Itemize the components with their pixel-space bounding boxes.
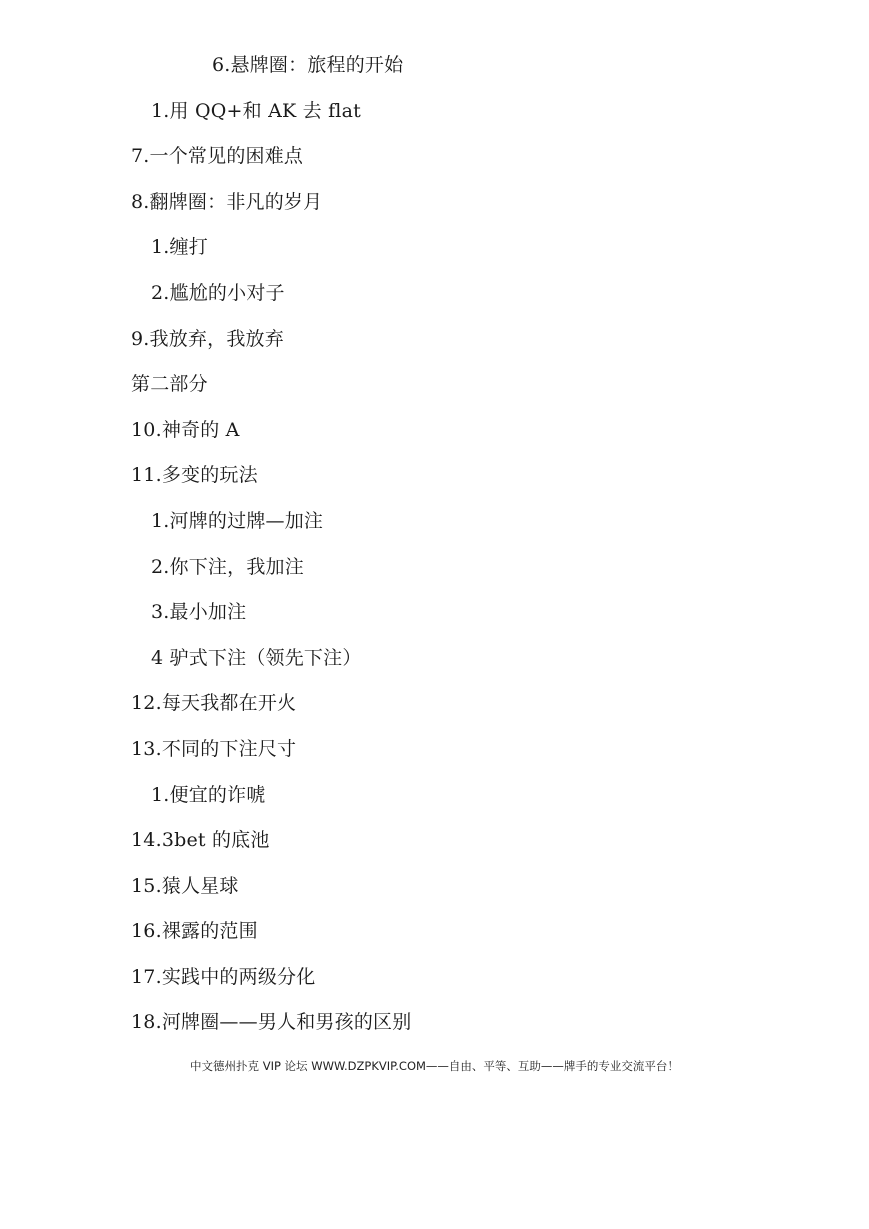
toc-entry: 3.最小加注	[151, 601, 247, 624]
toc-entry: 15.猿人星球	[131, 874, 239, 897]
toc-entry: 1.便宜的诈唬	[151, 783, 266, 806]
toc-entry: 14.3bet 的底池	[131, 829, 270, 852]
toc-entry: 12.每天我都在开火	[131, 692, 297, 715]
toc-entry: 2.你下注，我加注	[151, 555, 304, 578]
toc-entry: 18.河牌圈——男人和男孩的区别	[131, 1011, 412, 1034]
table-of-contents	[0, 49, 869, 1052]
toc-section-heading: 第二部分	[131, 373, 208, 396]
toc-entry: 1.河牌的过牌—加注	[151, 509, 324, 532]
toc-entry: 16.裸露的范围	[131, 920, 258, 943]
toc-entry: 17.实践中的两级分化	[131, 965, 316, 988]
footer-text: 中文德州扑克 VIP 论坛 WWW.DZPKVIP.COM——自由、平等、互助——牌手的专业交流平台！	[190, 1059, 679, 1073]
toc-entry: 4 驴式下注（领先下注）	[151, 646, 362, 669]
toc-entry: 10.神奇的 A	[131, 418, 240, 441]
toc-entry: 8.翻牌圈：非凡的岁月	[131, 190, 323, 213]
toc-entry: 2.尴尬的小对子	[151, 281, 285, 304]
toc-entry: 11.多变的玩法	[131, 464, 258, 487]
toc-entry: 7.一个常见的困难点	[131, 145, 304, 168]
toc-entry: 1.用 QQ+和 AK 去 flat	[151, 99, 361, 122]
toc-entry: 6.悬牌圈：旅程的开始	[212, 54, 404, 76]
toc-entry: 13.不同的下注尺寸	[131, 737, 297, 760]
page-footer	[0, 1058, 869, 1074]
toc-entry: 1.缠打	[151, 236, 208, 259]
toc-entry: 9.我放弃，我放弃	[131, 327, 284, 350]
